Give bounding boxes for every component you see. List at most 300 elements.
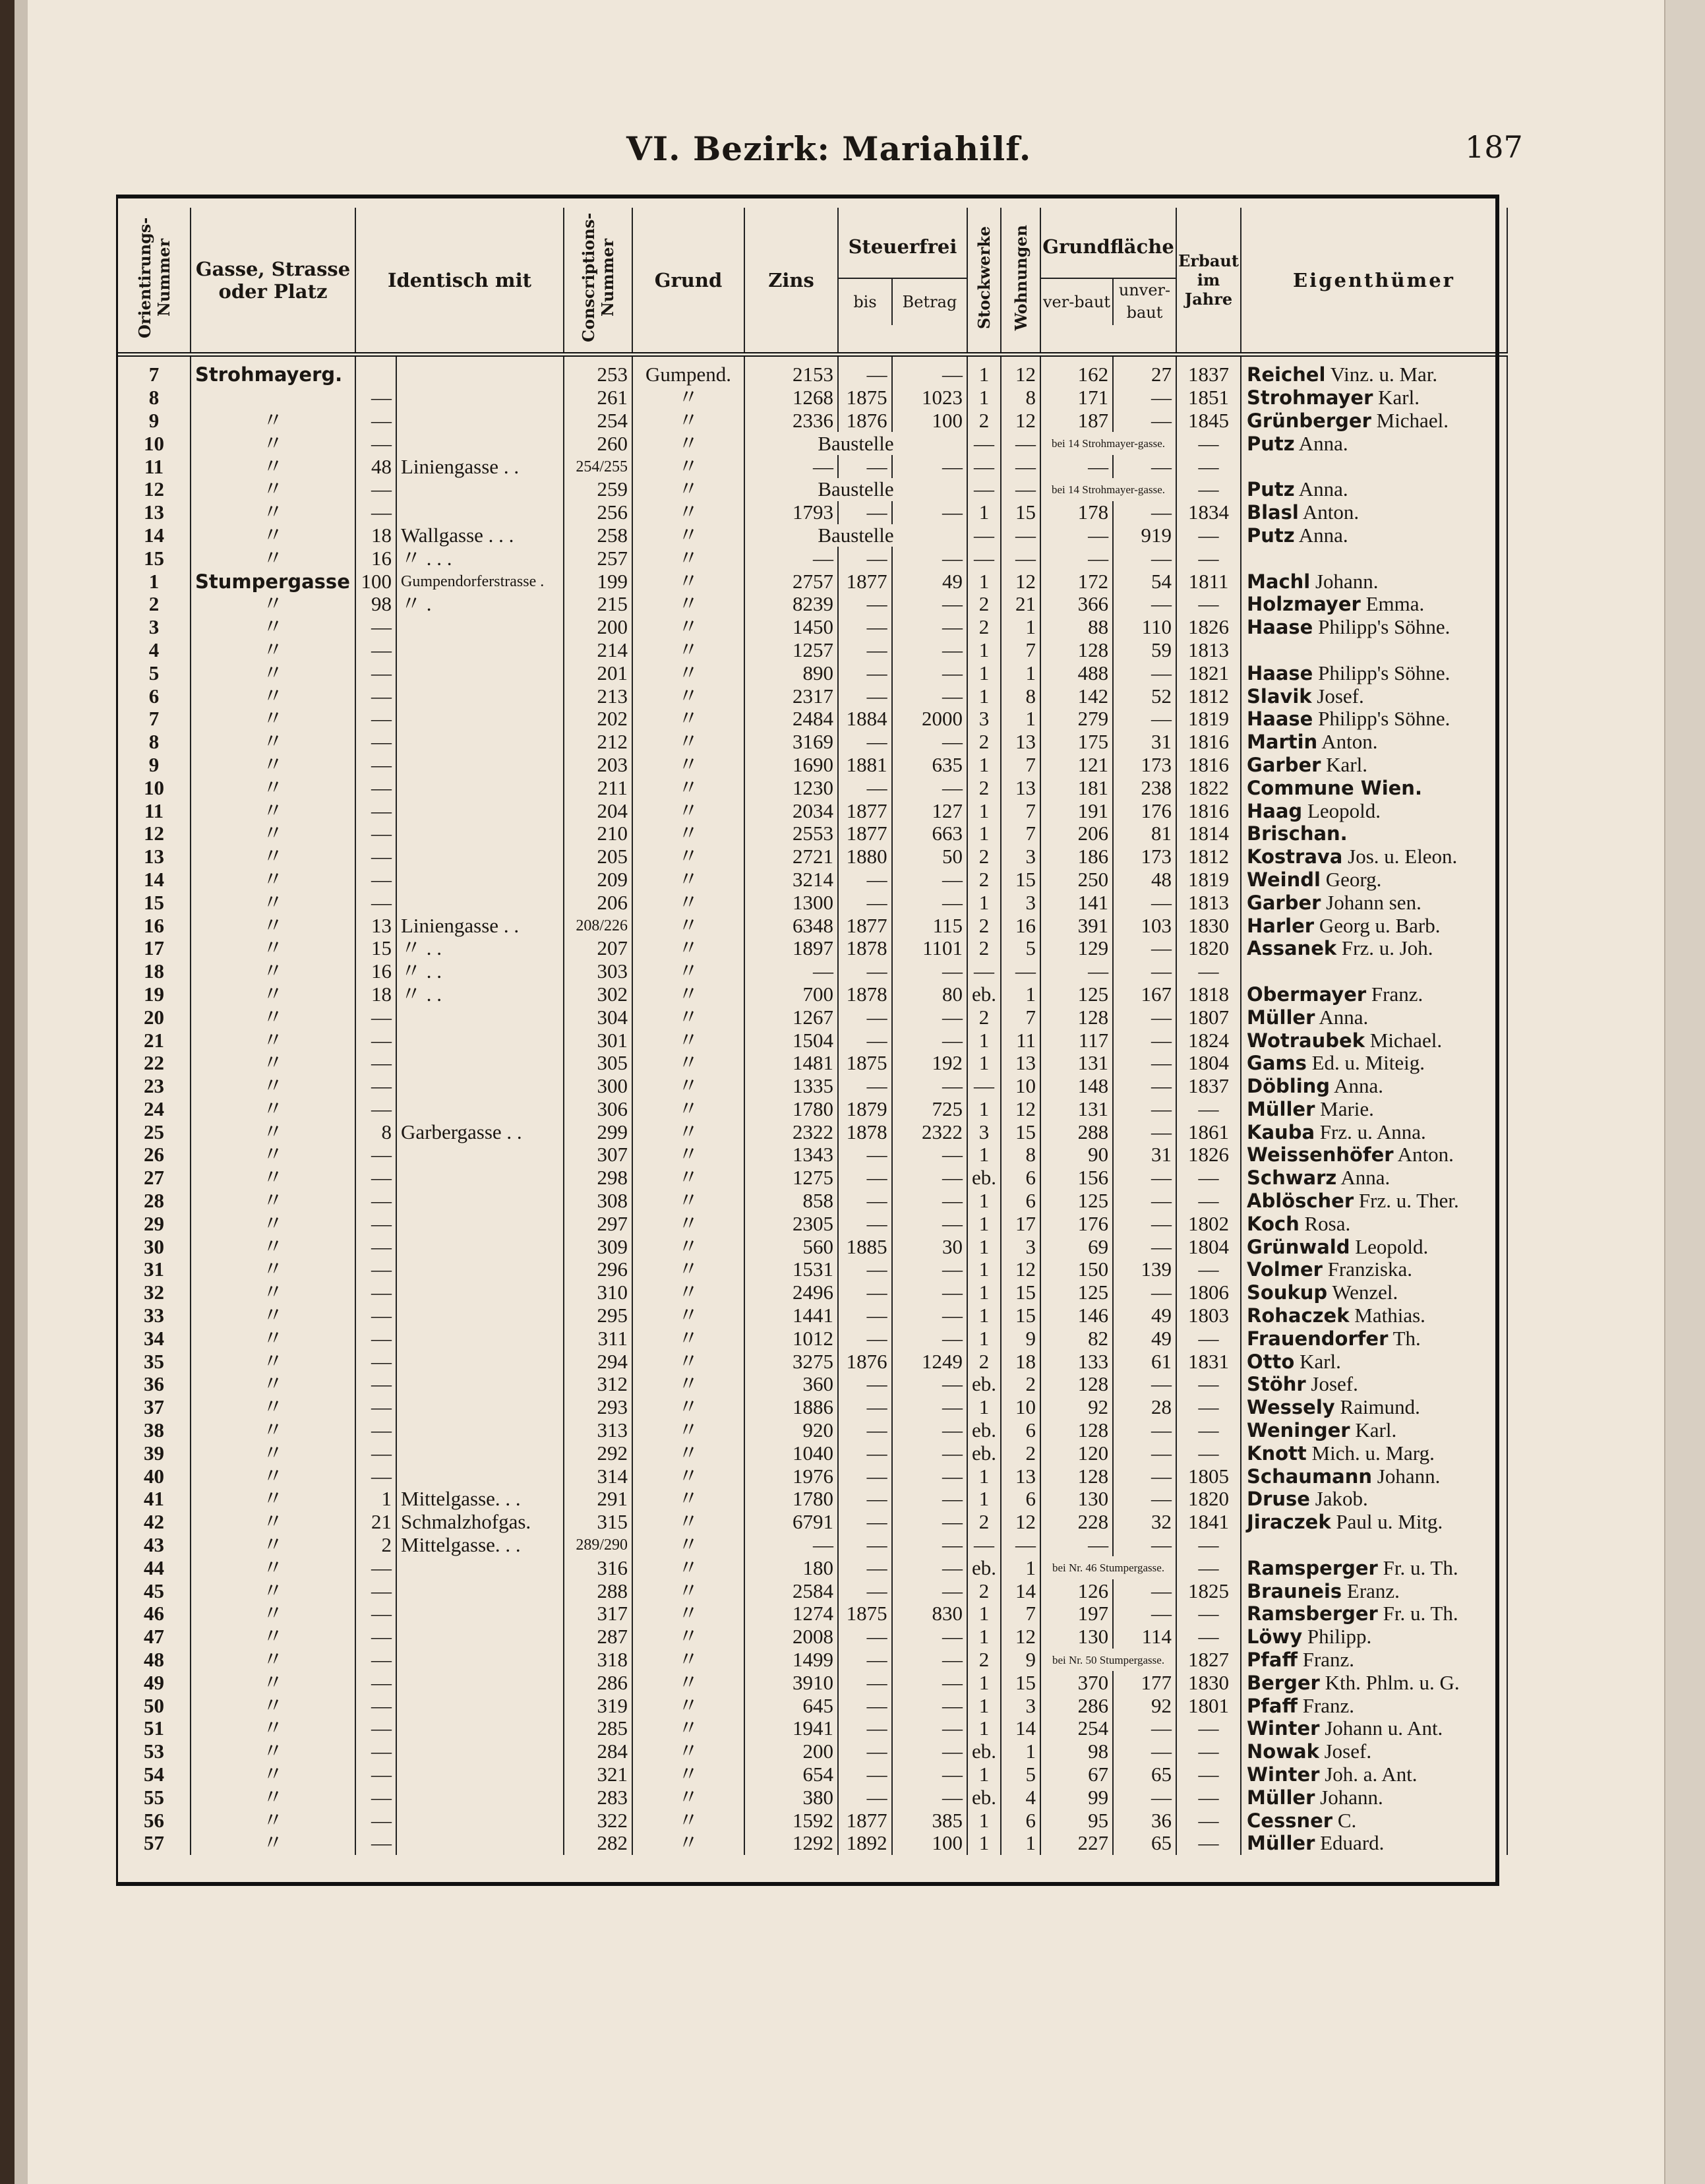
apartments: 8 (1001, 684, 1040, 708)
street-name (191, 1763, 355, 1786)
area-note (1040, 432, 1176, 455)
tax-free-amount: — (892, 1143, 967, 1167)
tax-free-amount: — (892, 455, 967, 478)
street-name-text: 〃 (262, 1418, 284, 1442)
apartments: 15 (1001, 1120, 1040, 1143)
owner-given: Jos. u. Eleon. (1342, 845, 1458, 868)
table-row (118, 1029, 1507, 1052)
identical-street (396, 386, 564, 410)
owner (1241, 1556, 1507, 1579)
year-built: 1822 (1176, 776, 1241, 799)
year-built: — (1176, 1441, 1241, 1465)
conscription-number: 317 (564, 1602, 632, 1625)
tax-free-amount: — (892, 1465, 967, 1488)
tax-free-until: — (838, 1786, 892, 1809)
grund: 〃 (632, 1350, 744, 1373)
year-built: 1806 (1176, 1281, 1241, 1304)
conscription-number: 288 (564, 1579, 632, 1602)
conscription-number: 209 (564, 868, 632, 892)
table-row (118, 432, 1507, 455)
zins: 2317 (744, 684, 838, 708)
street-name (191, 1006, 355, 1029)
owner (1241, 891, 1507, 914)
area-unbuilt: 81 (1113, 822, 1176, 845)
owner-surname: Berger (1247, 1671, 1320, 1694)
conscription-number: 321 (564, 1763, 632, 1786)
owner (1241, 845, 1507, 868)
conscription-number: 310 (564, 1281, 632, 1304)
identical-street (396, 616, 564, 639)
identical-number: — (355, 1143, 396, 1167)
street-name (191, 1809, 355, 1832)
floors: 2 (967, 776, 1001, 799)
area-built: 121 (1040, 754, 1113, 777)
year-built: 1804 (1176, 1235, 1241, 1258)
apartments: 6 (1001, 1809, 1040, 1832)
tax-free-until: 1878 (838, 937, 892, 960)
conscription-number: 253 (564, 355, 632, 386)
owner-given: Leopold. (1302, 799, 1381, 822)
tax-free-amount: 1249 (892, 1350, 967, 1373)
owner-given: Fr. u. Th. (1377, 1556, 1458, 1579)
zins: 1481 (744, 1052, 838, 1075)
grund: 〃 (632, 960, 744, 983)
conscription-number: 260 (564, 432, 632, 455)
owner (1241, 1786, 1507, 1809)
page-gutter (15, 0, 28, 2184)
owner (1241, 524, 1507, 547)
orientation-number: 33 (118, 1304, 191, 1327)
orientation-number: 40 (118, 1465, 191, 1488)
conscription-number: 202 (564, 708, 632, 731)
area-unbuilt: 52 (1113, 684, 1176, 708)
street-name (191, 1120, 355, 1143)
year-built: — (1176, 1786, 1241, 1809)
identical-street (396, 501, 564, 524)
owner (1241, 731, 1507, 754)
year-built: 1820 (1176, 1488, 1241, 1511)
owner-surname: Gams (1247, 1052, 1307, 1075)
table-row (118, 1786, 1507, 1809)
apartments: 12 (1001, 410, 1040, 433)
conscription-number: 201 (564, 661, 632, 684)
tax-free-until: — (838, 1763, 892, 1786)
conscription-number: 211 (564, 776, 632, 799)
owner-given: Frz. u. Anna. (1315, 1120, 1426, 1143)
apartments: 1 (1001, 1832, 1040, 1855)
street-name-text: 〃 (262, 868, 284, 891)
area-built: 128 (1040, 1006, 1113, 1029)
tax-free-amount: — (892, 684, 967, 708)
area-note (1040, 1556, 1176, 1579)
owner (1241, 1235, 1507, 1258)
tax-free-until: 1885 (838, 1235, 892, 1258)
grund: 〃 (632, 478, 744, 501)
grund: 〃 (632, 983, 744, 1006)
conscription-number: 215 (564, 593, 632, 616)
floors: 2 (967, 593, 1001, 616)
zins: 1941 (744, 1717, 838, 1740)
year-built: — (1176, 1190, 1241, 1213)
floors: 1 (967, 1235, 1001, 1258)
area-built: 186 (1040, 845, 1113, 868)
area-built: 125 (1040, 1281, 1113, 1304)
conscription-number: 322 (564, 1809, 632, 1832)
conscription-number: 298 (564, 1167, 632, 1190)
tax-free-until: — (838, 1258, 892, 1281)
owner (1241, 914, 1507, 937)
tax-free-until: — (838, 1625, 892, 1649)
identical-street (396, 1281, 564, 1304)
year-built: — (1176, 524, 1241, 547)
street-name (191, 1694, 355, 1717)
grund: 〃 (632, 616, 744, 639)
identical-street (396, 1740, 564, 1763)
apartments: 16 (1001, 914, 1040, 937)
tax-free-until: 1878 (838, 983, 892, 1006)
zins: 1230 (744, 776, 838, 799)
owner-given: Karl. (1321, 753, 1368, 776)
zins: 2008 (744, 1625, 838, 1649)
area-unbuilt: — (1113, 1052, 1176, 1075)
street-name-text: 〃 (262, 1533, 284, 1557)
orientation-number: 15 (118, 547, 191, 570)
floors: 2 (967, 1579, 1001, 1602)
owner (1241, 1441, 1507, 1465)
area-unbuilt: — (1113, 1373, 1176, 1396)
tax-free-until: — (838, 593, 892, 616)
table-row (118, 1350, 1507, 1373)
area-built: 92 (1040, 1396, 1113, 1419)
street-name (191, 684, 355, 708)
tax-free-until: — (838, 1556, 892, 1579)
owner-given: Joh. a. Ant. (1319, 1763, 1418, 1786)
orientation-number: 25 (118, 1120, 191, 1143)
area-built: 98 (1040, 1740, 1113, 1763)
conscription-number: 294 (564, 1350, 632, 1373)
register-table (118, 208, 1508, 1855)
area-unbuilt: — (1113, 593, 1176, 616)
tax-free-until: — (838, 1511, 892, 1534)
street-name (191, 1556, 355, 1579)
apartments: — (1001, 524, 1040, 547)
identical-number: — (355, 1671, 396, 1694)
identical-number: — (355, 1350, 396, 1373)
tax-free-amount: — (892, 501, 967, 524)
conscription-number: 304 (564, 1006, 632, 1029)
owner-surname: Otto (1247, 1350, 1295, 1373)
owner-given: Philipp's Söhne. (1313, 661, 1451, 684)
apartments: 13 (1001, 731, 1040, 754)
area-unbuilt: — (1113, 1120, 1176, 1143)
identical-number: — (355, 1029, 396, 1052)
tax-free-amount: — (892, 1258, 967, 1281)
identical-street: 〃 . . . (396, 547, 564, 570)
owner-surname: Pfaff (1247, 1649, 1298, 1672)
zins: 560 (744, 1235, 838, 1258)
street-name (191, 1327, 355, 1350)
apartments: — (1001, 1534, 1040, 1557)
zins: 360 (744, 1373, 838, 1396)
grund: 〃 (632, 684, 744, 708)
owner-given: Leopold. (1350, 1235, 1429, 1258)
grund: 〃 (632, 891, 744, 914)
identical-street (396, 410, 564, 433)
year-built: 1826 (1176, 616, 1241, 639)
area-unbuilt: — (1113, 547, 1176, 570)
conscription-number: 301 (564, 1029, 632, 1052)
owner (1241, 1649, 1507, 1672)
identical-number: — (355, 684, 396, 708)
floors: eb. (967, 1786, 1001, 1809)
baustelle-note: Baustelle (744, 432, 967, 455)
tax-free-amount: — (892, 355, 967, 386)
owner (1241, 1006, 1507, 1029)
floors: 3 (967, 1120, 1001, 1143)
street-name (191, 983, 355, 1006)
identical-street (396, 1671, 564, 1694)
area-built: 99 (1040, 1786, 1113, 1809)
zins: 654 (744, 1763, 838, 1786)
street-name-text: 〃 (262, 1350, 284, 1373)
area-unbuilt: 31 (1113, 731, 1176, 754)
area-built: 133 (1040, 1350, 1113, 1373)
identical-street (396, 1075, 564, 1098)
tax-free-until: 1884 (838, 708, 892, 731)
conscription-number: 214 (564, 639, 632, 662)
tax-free-until: 1876 (838, 1350, 892, 1373)
identical-number: — (355, 1717, 396, 1740)
table-row (118, 1671, 1507, 1694)
baustelle-note: Baustelle (744, 478, 967, 501)
orientation-number: 42 (118, 1511, 191, 1534)
street-name (191, 937, 355, 960)
year-built: — (1176, 593, 1241, 616)
zins: 1780 (744, 1488, 838, 1511)
table-row (118, 937, 1507, 960)
year-built: — (1176, 1809, 1241, 1832)
grund: 〃 (632, 1304, 744, 1327)
apartments: 15 (1001, 501, 1040, 524)
area-built: 88 (1040, 616, 1113, 639)
tax-free-amount: — (892, 1441, 967, 1465)
tax-free-until: — (838, 1281, 892, 1304)
identical-street (396, 1832, 564, 1855)
zins: 1268 (744, 386, 838, 410)
apartments: 15 (1001, 868, 1040, 892)
identical-street (396, 1304, 564, 1327)
owner (1241, 1052, 1507, 1075)
orientation-number: 13 (118, 501, 191, 524)
year-built: 1816 (1176, 799, 1241, 822)
year-built: 1837 (1176, 1075, 1241, 1098)
tax-free-until: 1877 (838, 914, 892, 937)
area-unbuilt: 32 (1113, 1511, 1176, 1534)
street-name-text: 〃 (262, 1465, 284, 1488)
tax-free-amount: — (892, 1396, 967, 1419)
grund: 〃 (632, 1556, 744, 1579)
identical-street (396, 1235, 564, 1258)
year-built: — (1176, 1534, 1241, 1557)
tax-free-amount: — (892, 731, 967, 754)
grund: 〃 (632, 1396, 744, 1419)
year-built: 1811 (1176, 570, 1241, 593)
tax-free-until: — (838, 639, 892, 662)
identical-number: 8 (355, 1120, 396, 1143)
owner (1241, 1029, 1507, 1052)
conscription-number: 257 (564, 547, 632, 570)
year-built: 1837 (1176, 355, 1241, 386)
owner (1241, 1075, 1507, 1098)
year-built: — (1176, 455, 1241, 478)
tax-free-until: — (838, 1006, 892, 1029)
tax-free-amount: — (892, 1373, 967, 1396)
identical-street (396, 754, 564, 777)
year-built: — (1176, 1258, 1241, 1281)
identical-street (396, 1052, 564, 1075)
area-unbuilt: 238 (1113, 776, 1176, 799)
owner (1241, 754, 1507, 777)
floors: 1 (967, 661, 1001, 684)
owner (1241, 776, 1507, 799)
grund: 〃 (632, 1212, 744, 1235)
orientation-number: 1 (118, 570, 191, 593)
conscription-number: 308 (564, 1190, 632, 1213)
owner-given: Frz. u. Joh. (1336, 936, 1433, 960)
orientation-number: 50 (118, 1694, 191, 1717)
area-built: — (1040, 524, 1113, 547)
identical-street (396, 1396, 564, 1419)
table-row (118, 799, 1507, 822)
street-name-text: 〃 (262, 592, 284, 616)
area-built: 131 (1040, 1052, 1113, 1075)
identical-number: 13 (355, 914, 396, 937)
grund: 〃 (632, 708, 744, 731)
grund: 〃 (632, 845, 744, 868)
tax-free-until: — (838, 616, 892, 639)
conscription-number: 284 (564, 1740, 632, 1763)
owner-given: Rosa. (1299, 1212, 1351, 1235)
apartments: 9 (1001, 1327, 1040, 1350)
tax-free-until: — (838, 684, 892, 708)
identical-street (396, 1419, 564, 1442)
identical-number: — (355, 868, 396, 892)
area-built: 254 (1040, 1717, 1113, 1740)
conscription-number: 306 (564, 1098, 632, 1121)
floors: 2 (967, 1350, 1001, 1373)
area-unbuilt: — (1113, 1006, 1176, 1029)
zins: — (744, 455, 838, 478)
street-name-text: 〃 (262, 1327, 284, 1350)
zins: — (744, 1534, 838, 1557)
zins: 380 (744, 1786, 838, 1809)
area-built: 286 (1040, 1694, 1113, 1717)
orientation-number: 4 (118, 639, 191, 662)
street-name-text: 〃 (262, 799, 284, 822)
street-name (191, 410, 355, 433)
apartments: 12 (1001, 570, 1040, 593)
floors: eb. (967, 1740, 1001, 1763)
street-name-text: 〃 (262, 1212, 284, 1235)
street-name (191, 1740, 355, 1763)
conscription-number: 305 (564, 1052, 632, 1075)
area-built: 178 (1040, 501, 1113, 524)
zins: 3910 (744, 1671, 838, 1694)
street-name (191, 914, 355, 937)
area-built: 95 (1040, 1809, 1113, 1832)
floors: 1 (967, 570, 1001, 593)
owner-given: Paul u. Mitg. (1331, 1510, 1443, 1534)
owner (1241, 868, 1507, 892)
identical-street (396, 1556, 564, 1579)
owner-surname: Slavik (1247, 684, 1312, 708)
year-built: — (1176, 1373, 1241, 1396)
orientation-number: 21 (118, 1029, 191, 1052)
street-name-text: 〃 (262, 455, 284, 478)
grund: 〃 (632, 1006, 744, 1029)
table-row (118, 1167, 1507, 1190)
tax-free-until: — (838, 1740, 892, 1763)
identical-number: — (355, 1006, 396, 1029)
tax-free-amount: — (892, 1740, 967, 1763)
zins: 2584 (744, 1579, 838, 1602)
tax-free-until: — (838, 1488, 892, 1511)
street-name-text: 〃 (262, 638, 284, 661)
floors: 1 (967, 501, 1001, 524)
owner (1241, 1534, 1507, 1557)
street-name-text: 〃 (262, 1235, 284, 1258)
owner (1241, 1419, 1507, 1442)
apartments: 4 (1001, 1786, 1040, 1809)
zins: 2322 (744, 1120, 838, 1143)
area-unbuilt: — (1113, 661, 1176, 684)
floors: eb. (967, 1167, 1001, 1190)
year-built: — (1176, 1556, 1241, 1579)
tax-free-until: 1877 (838, 822, 892, 845)
zins: 1441 (744, 1304, 838, 1327)
area-note (1040, 1649, 1176, 1672)
tax-free-amount: 50 (892, 845, 967, 868)
table-row (118, 708, 1507, 731)
street-name (191, 1235, 355, 1258)
owner-given: Michael. (1365, 1029, 1443, 1052)
street-name-text: 〃 (262, 1258, 284, 1281)
street-name (191, 1258, 355, 1281)
identical-number: — (355, 1167, 396, 1190)
floors: 1 (967, 1304, 1001, 1327)
identical-street (396, 1006, 564, 1029)
owner-given: Emma. (1360, 592, 1425, 616)
grund: 〃 (632, 1511, 744, 1534)
zins: 3169 (744, 731, 838, 754)
street-name-text: 〃 (262, 1809, 284, 1832)
floors: — (967, 432, 1001, 455)
floors: — (967, 478, 1001, 501)
apartments: 12 (1001, 1511, 1040, 1534)
street-name-text: 〃 (262, 1717, 284, 1740)
apartments: 3 (1001, 845, 1040, 868)
table-row (118, 386, 1507, 410)
zins: 6791 (744, 1511, 838, 1534)
orientation-number: 9 (118, 410, 191, 433)
grund: 〃 (632, 410, 744, 433)
floors: 1 (967, 1809, 1001, 1832)
identical-number (355, 355, 396, 386)
grund: 〃 (632, 868, 744, 892)
identical-street (396, 799, 564, 822)
floors: 1 (967, 891, 1001, 914)
floors: 1 (967, 1143, 1001, 1167)
